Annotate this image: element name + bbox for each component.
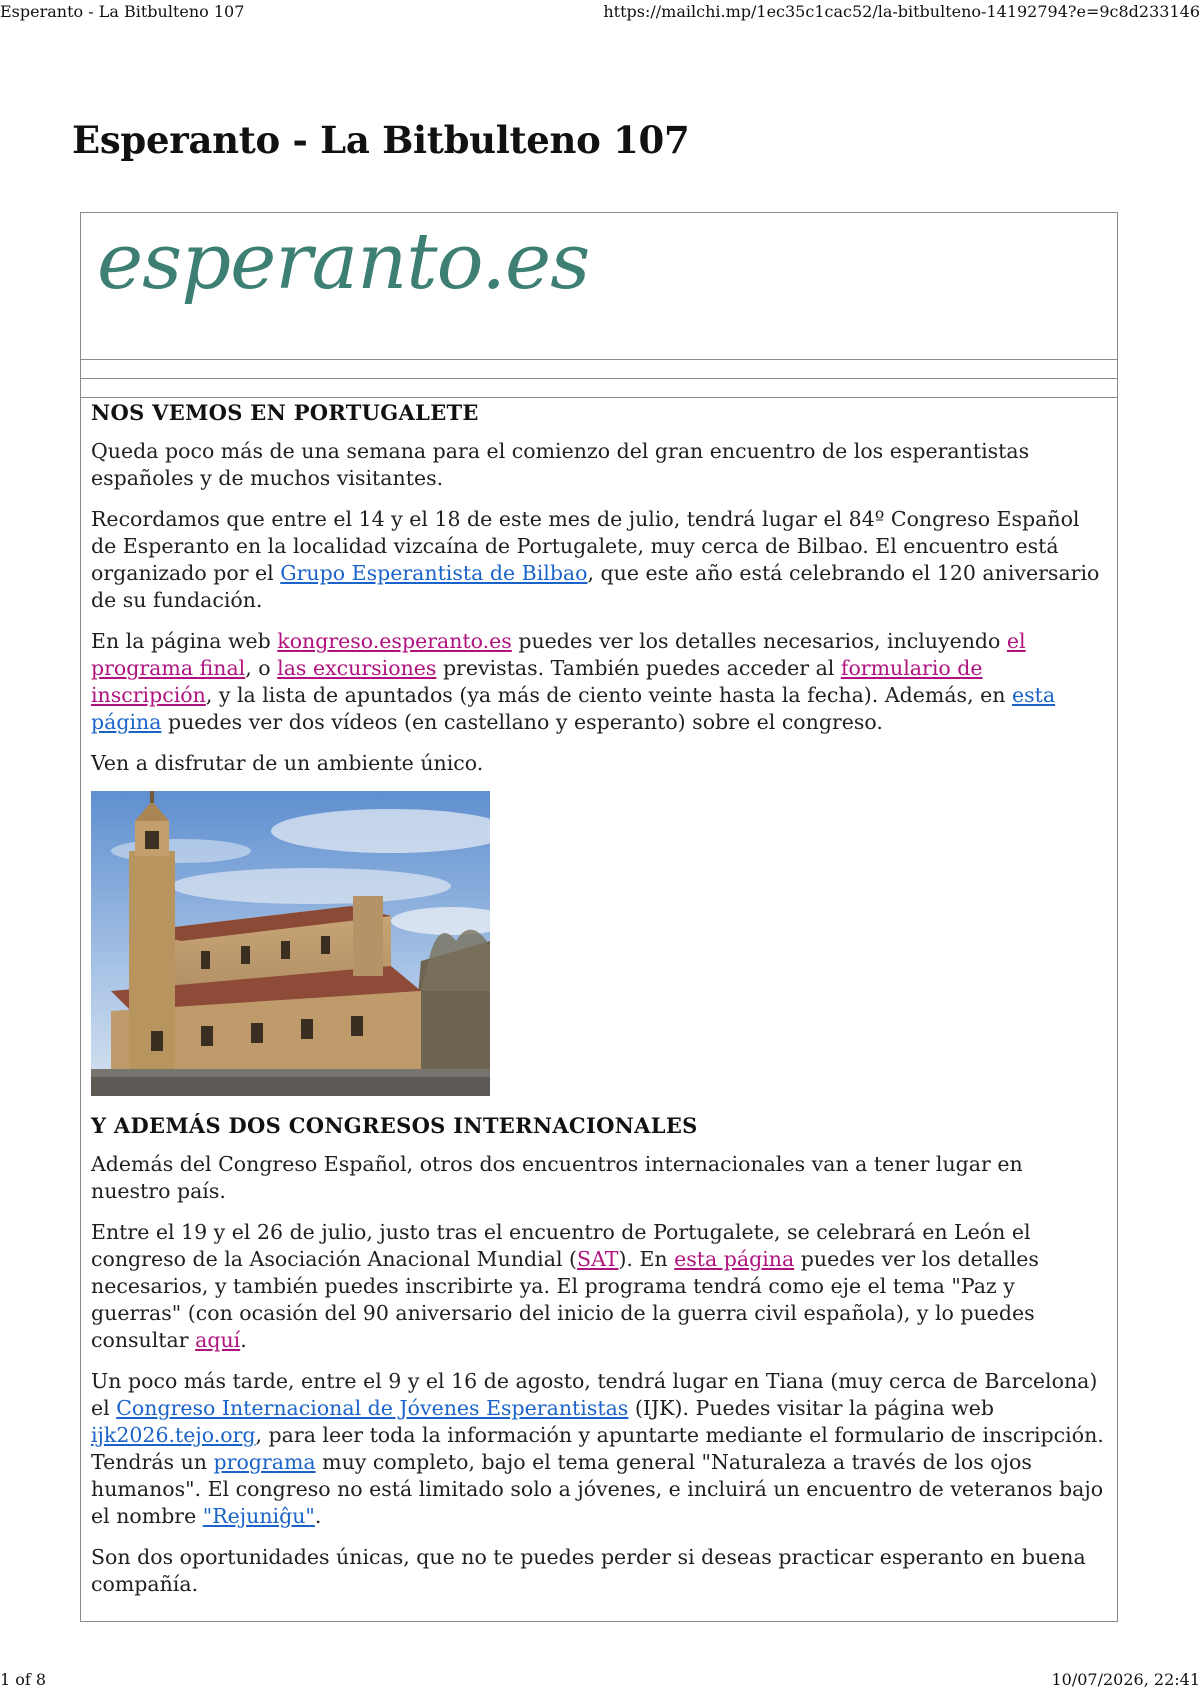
text: . (314, 1504, 322, 1528)
link-esta-pagina-sat[interactable]: esta página (674, 1247, 795, 1271)
section-heading-internacionales: Y ADEMÁS DOS CONGRESOS INTERNACIONALES (91, 1113, 698, 1138)
text: muy completo, bajo el tema general "Naturaleza a través de los ojos humanos". El congreso no está limitado solo a jóvenes, e incluirá un encuentro de veteranos bajo el nombre (91, 1450, 1104, 1528)
link-aqui[interactable]: aquí (195, 1328, 241, 1352)
link-programa[interactable]: programa (213, 1450, 316, 1474)
paragraph: Además del Congreso Español, otros dos encuentros internacionales van a tener lugar en nuestro país. (91, 1152, 1023, 1203)
text: En la página web (91, 629, 278, 653)
text: Un poco más tarde, entre el 9 y el 16 de agosto, tendrá lugar en Tiana (muy cerca de Barcelona) el (91, 1369, 1098, 1420)
text: Entre el 19 y el 26 de julio, justo tras el encuentro de Portugalete, se celebrará en León el congreso de la Asociación Anacional Mundial ( (91, 1220, 1031, 1271)
text: puedes ver los detalles necesarios, y también puedes inscribirte ya. El programa tendrá como eje el tema "Paz y guerras" (con ocasión del 90 aniversario del inicio de la guerra civil española), y lo puedes consultar (91, 1247, 1039, 1352)
text: puedes ver los detalles necesarios, incluyendo (511, 629, 1007, 653)
text: , o (245, 656, 278, 680)
print-header-url: https://mailchi.mp/1ec35c1cac52/la-bitbulteno-14192794?e=9c8d233146 (603, 2, 1200, 21)
text: Recordamos que entre el 14 y el 18 de este mes de julio, tendrá lugar el 84º Congreso Español de Esperanto en la localidad vizcaína de Portugalete, muy cerca de Bilbao. El encuentro está organizado por el (91, 507, 1080, 585)
church-image (91, 791, 490, 1096)
text: ). En (618, 1247, 675, 1271)
paragraph: Ven a disfrutar de un ambiente único. (91, 751, 484, 775)
print-header-title: Esperanto - La Bitbulteno 107 (0, 2, 245, 21)
paragraph: Son dos oportunidades únicas, que no te puedes perder si deseas practicar esperanto en buena compañía. (91, 1545, 1086, 1596)
church-photo (91, 791, 490, 1096)
link-rejunigu[interactable]: "Rejuniĝu" (202, 1504, 315, 1528)
paragraph (91, 506, 1107, 614)
divider (81, 397, 1117, 398)
divider (81, 378, 1117, 379)
section-heading-portugalete: NOS VEMOS EN PORTUGALETE (91, 400, 479, 425)
text: , y la lista de apuntados (ya más de ciento veinte hasta la fecha). Además, en (205, 683, 1012, 707)
newsletter-frame (80, 212, 1118, 1622)
paragraph (91, 1219, 1107, 1354)
print-footer (0, 1670, 1200, 1694)
link-kongreso-esperanto[interactable]: kongreso.esperanto.es (277, 629, 512, 653)
newsletter-content (91, 399, 1107, 1612)
text: , para leer toda la información y apuntarte mediante el formulario de inscripción. Tendrás un (91, 1423, 1104, 1474)
text: (IJK). Puedes visitar la página web (628, 1396, 994, 1420)
page-counter: 1 of 8 (0, 1670, 47, 1689)
link-programa-final[interactable]: el programa final (91, 629, 1026, 680)
link-excursiones[interactable]: las excursiones (277, 656, 437, 680)
link-ijk2026[interactable]: ijk2026.tejo.org (91, 1423, 256, 1447)
paragraph: Queda poco más de una semana para el comienzo del gran encuentro de los esperantistas españoles y de muchos visitantes. (91, 439, 1030, 490)
text: puedes ver dos vídeos (en castellano y esperanto) sobre el congreso. (161, 710, 883, 734)
print-header (0, 2, 1200, 26)
logo-row (81, 213, 1117, 360)
text: previstas. También puedes acceder al (436, 656, 841, 680)
print-timestamp: 10/07/2026, 22:41 (1051, 1670, 1200, 1689)
link-grupo-esperantista-bilbao[interactable]: Grupo Esperantista de Bilbao (280, 561, 588, 585)
page-title: Esperanto - La Bitbulteno 107 (72, 118, 690, 162)
link-esta-pagina-videos[interactable]: esta página (91, 683, 1056, 734)
text: . (240, 1328, 247, 1352)
link-congreso-jovenes[interactable]: Congreso Internacional de Jóvenes Esperantistas (116, 1396, 629, 1420)
paragraph (91, 628, 1107, 736)
link-sat[interactable]: SAT (577, 1247, 619, 1271)
esperanto-logo[interactable]: esperanto.es (97, 217, 590, 307)
paragraph (91, 1368, 1107, 1530)
text: , que este año está celebrando el 120 aniversario de su fundación. (91, 561, 1100, 612)
link-formulario-inscripcion[interactable]: formulario de inscripción (91, 656, 983, 707)
